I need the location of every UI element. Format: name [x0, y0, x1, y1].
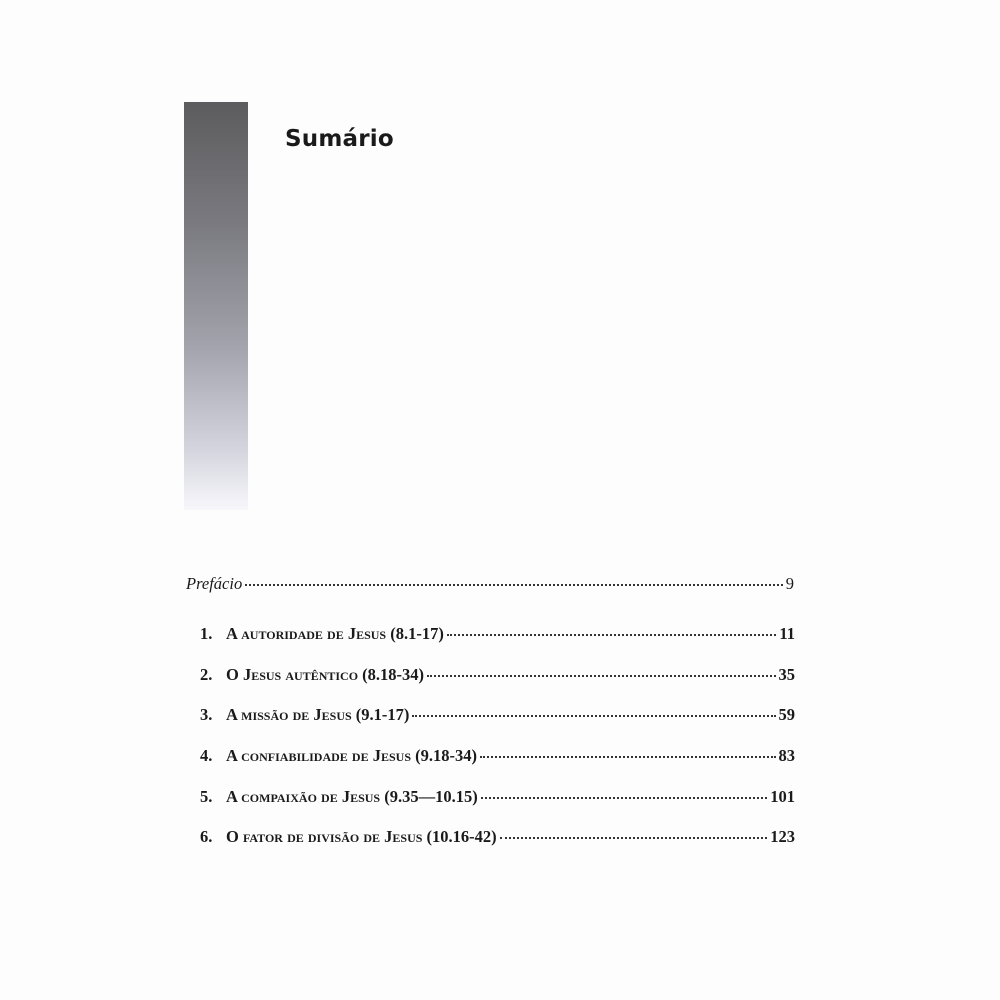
chapter-title-group	[226, 665, 424, 685]
toc-page-number: 9	[785, 574, 794, 593]
chapter-reference: (10.16-42)	[426, 827, 497, 846]
page-title: Sumário	[285, 126, 394, 152]
toc-entry-chapter-5[interactable]	[200, 787, 795, 807]
chapter-title-group	[226, 746, 477, 766]
toc-entry-chapter-1[interactable]	[200, 624, 795, 644]
chapter-reference: (9.1-17)	[355, 705, 410, 724]
toc-entry-chapter-4[interactable]	[200, 746, 795, 766]
chapter-reference: (8.18-34)	[362, 665, 425, 684]
dot-leader	[447, 634, 777, 636]
chapter-reference: (9.35—10.15)	[384, 787, 478, 806]
toc-page-number: 59	[778, 705, 795, 724]
toc-entry-label: Prefácio	[186, 574, 243, 593]
toc-entry-preface[interactable]	[186, 574, 794, 594]
chapter-number: 2.	[200, 665, 213, 684]
toc-page-number: 83	[778, 746, 795, 765]
chapter-number: 6.	[200, 827, 213, 846]
toc-entry-chapter-3[interactable]	[200, 705, 795, 725]
toc-page-number: 123	[770, 827, 795, 846]
chapter-number: 4.	[200, 746, 213, 765]
toc-entry-chapter-6[interactable]	[200, 827, 795, 847]
toc-entry-chapter-2[interactable]	[200, 665, 795, 685]
chapter-number: 1.	[200, 624, 213, 643]
dot-leader	[480, 756, 776, 758]
chapter-title-group	[226, 787, 478, 807]
toc-page-number: 101	[770, 787, 795, 806]
dot-leader	[481, 797, 768, 799]
toc-page-number: 35	[778, 665, 795, 684]
chapter-title: A missão de Jesus	[226, 705, 352, 724]
chapter-reference: (9.18-34)	[415, 746, 477, 765]
chapter-title-group	[226, 705, 409, 725]
chapter-title: O Jesus autêntico	[226, 665, 359, 684]
dot-leader	[412, 715, 775, 717]
chapter-title: O fator de divisão de Jesus	[226, 827, 423, 846]
dot-leader	[245, 584, 783, 586]
chapter-number: 3.	[200, 705, 213, 724]
toc-page-number: 11	[779, 624, 795, 643]
chapter-title-group	[226, 827, 497, 847]
chapter-title: A compaixão de Jesus	[226, 787, 381, 806]
chapter-title-group	[226, 624, 444, 644]
chapter-title: A confiabilidade de Jesus	[226, 746, 411, 765]
chapter-title: A autoridade de Jesus	[226, 624, 387, 643]
dot-leader	[427, 675, 775, 677]
chapter-reference: (8.1-17)	[390, 624, 444, 643]
chapter-number: 5.	[200, 787, 213, 806]
dot-leader	[500, 837, 768, 839]
